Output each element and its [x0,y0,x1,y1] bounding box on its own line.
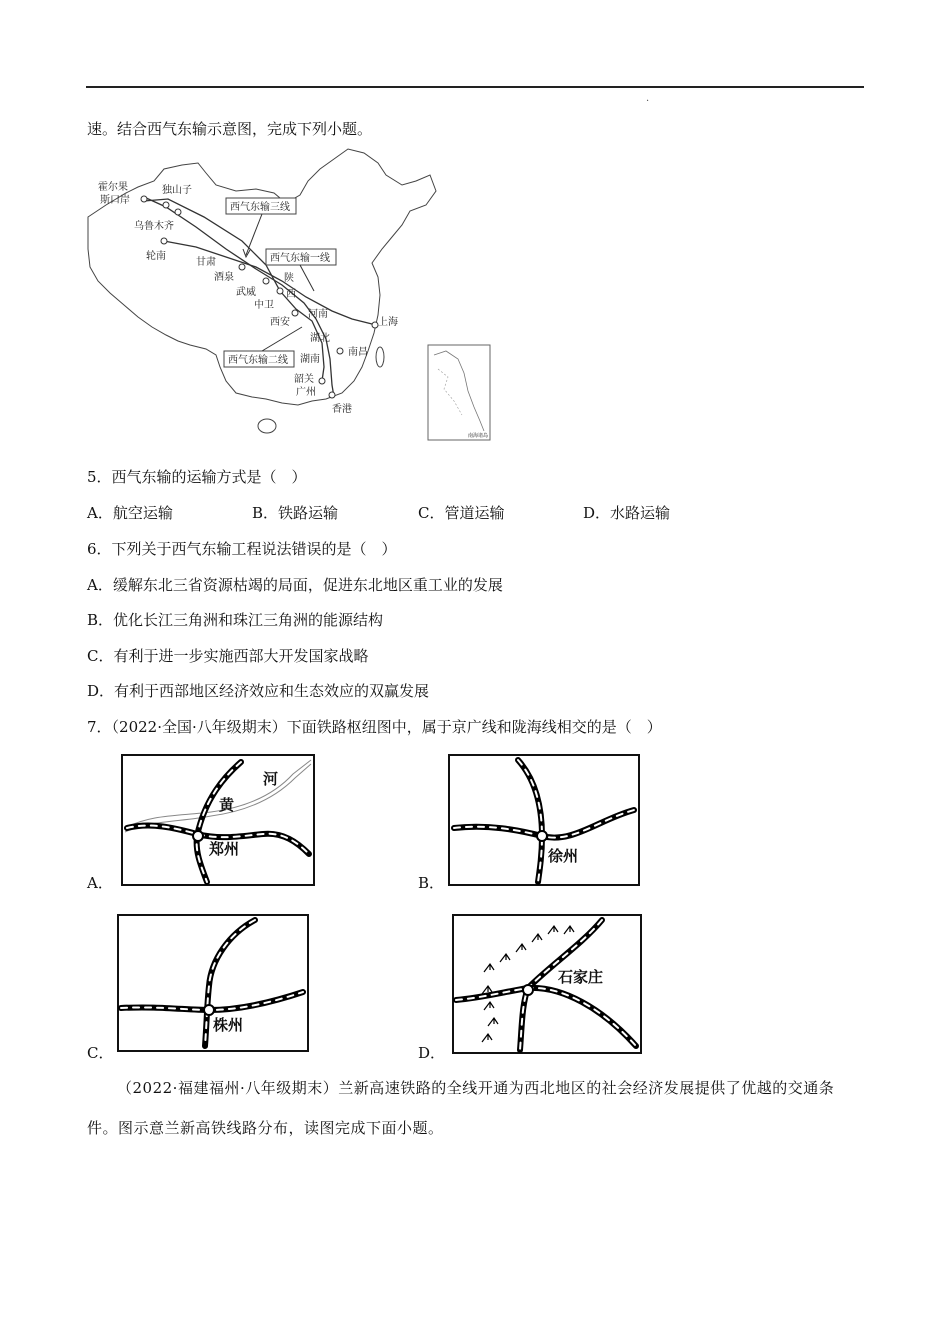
hub-diagram-c[interactable] [117,914,309,1052]
q5-option-b[interactable]: B．铁路运输 [252,504,339,522]
map-city: 酒泉 [214,272,234,283]
map-city: 湖南 [300,354,320,365]
west-east-gas-map [86,145,496,445]
passage-lanxin: （2022·福建福州·八年级期末）兰新高速铁路的全线开通为西北地区的社会经济发展提供了优越的交通条件。图示意兰新高铁线路分布，读图完成下面小题。 [87,1079,835,1137]
map-city: 韶关 [294,374,314,385]
hub-label: 石家庄 [558,968,604,986]
map-city: 西 [286,289,296,300]
map-city: 河南 [308,309,328,320]
hub-label: 株州 [213,1016,244,1034]
q5-option-c[interactable]: C．管道运输 [418,504,505,522]
hub-diagram-d[interactable] [452,914,642,1054]
header-rule [86,86,864,88]
map-city: 湖北 [310,333,330,344]
map-city: 陕 [284,273,294,284]
map-city: 南昌 [348,347,368,358]
line-label: 西气东输一线 [270,253,330,264]
q7-option-a-letter[interactable]: A． [87,874,113,892]
map-city: 独山子 [162,185,192,196]
river-char: 河 [263,770,279,788]
inset-label: 南海诸岛 [468,433,489,439]
q6-stem: 6．下列关于西气东输工程说法错误的是（ ） [87,540,397,558]
q6-option-b[interactable]: B．优化长江三角洲和珠江三角洲的能源结构 [87,611,384,629]
q5-stem: 5．西气东输的运输方式是（ ） [87,468,307,486]
q5-option-d[interactable]: D．水路运输 [583,504,671,522]
q7-option-d-letter[interactable]: D． [418,1044,446,1062]
map-city: 轮南 [146,251,166,262]
map-city: 斯口岸 [100,195,130,206]
map-city: 甘肃 [196,257,216,268]
map-city: 中卫 [254,300,274,311]
q6-option-c[interactable]: C．有利于进一步实施西部大开发国家战略 [87,647,369,665]
q6-option-d[interactable]: D．有利于西部地区经济效应和生态效应的双赢发展 [87,682,430,700]
line-label: 西气东输三线 [230,202,290,213]
q7-option-c-letter[interactable]: C． [87,1044,114,1062]
river-char: 黄 [219,796,235,814]
intro-tail: 速。结合西气东输示意图，完成下列小题。 [87,120,373,138]
map-city: 武威 [236,287,256,298]
map-city: 西安 [270,317,290,328]
q7-stem: 7．（2022·全国·八年级期末）下面铁路枢纽图中，属于京广线和陇海线相交的是（ ） [87,718,662,736]
hub-diagram-a[interactable] [121,754,315,886]
map-city: 广州 [296,387,316,398]
hub-label: 徐州 [548,847,579,865]
map-city: 乌鲁木齐 [134,221,174,232]
q5-option-a[interactable]: A．航空运输 [87,504,173,522]
map-city: 上海 [378,317,398,328]
q7-option-b-letter[interactable]: B． [418,874,445,892]
header-mark: · [646,96,650,107]
hub-diagram-b[interactable] [448,754,640,886]
map-city: 霍尔果 [98,182,128,193]
map-city: 香港 [332,404,352,415]
hub-label: 郑州 [209,840,240,858]
line-label: 西气东输二线 [228,355,288,366]
q6-option-a[interactable]: A．缓解东北三省资源枯竭的局面，促进东北地区重工业的发展 [87,576,503,594]
